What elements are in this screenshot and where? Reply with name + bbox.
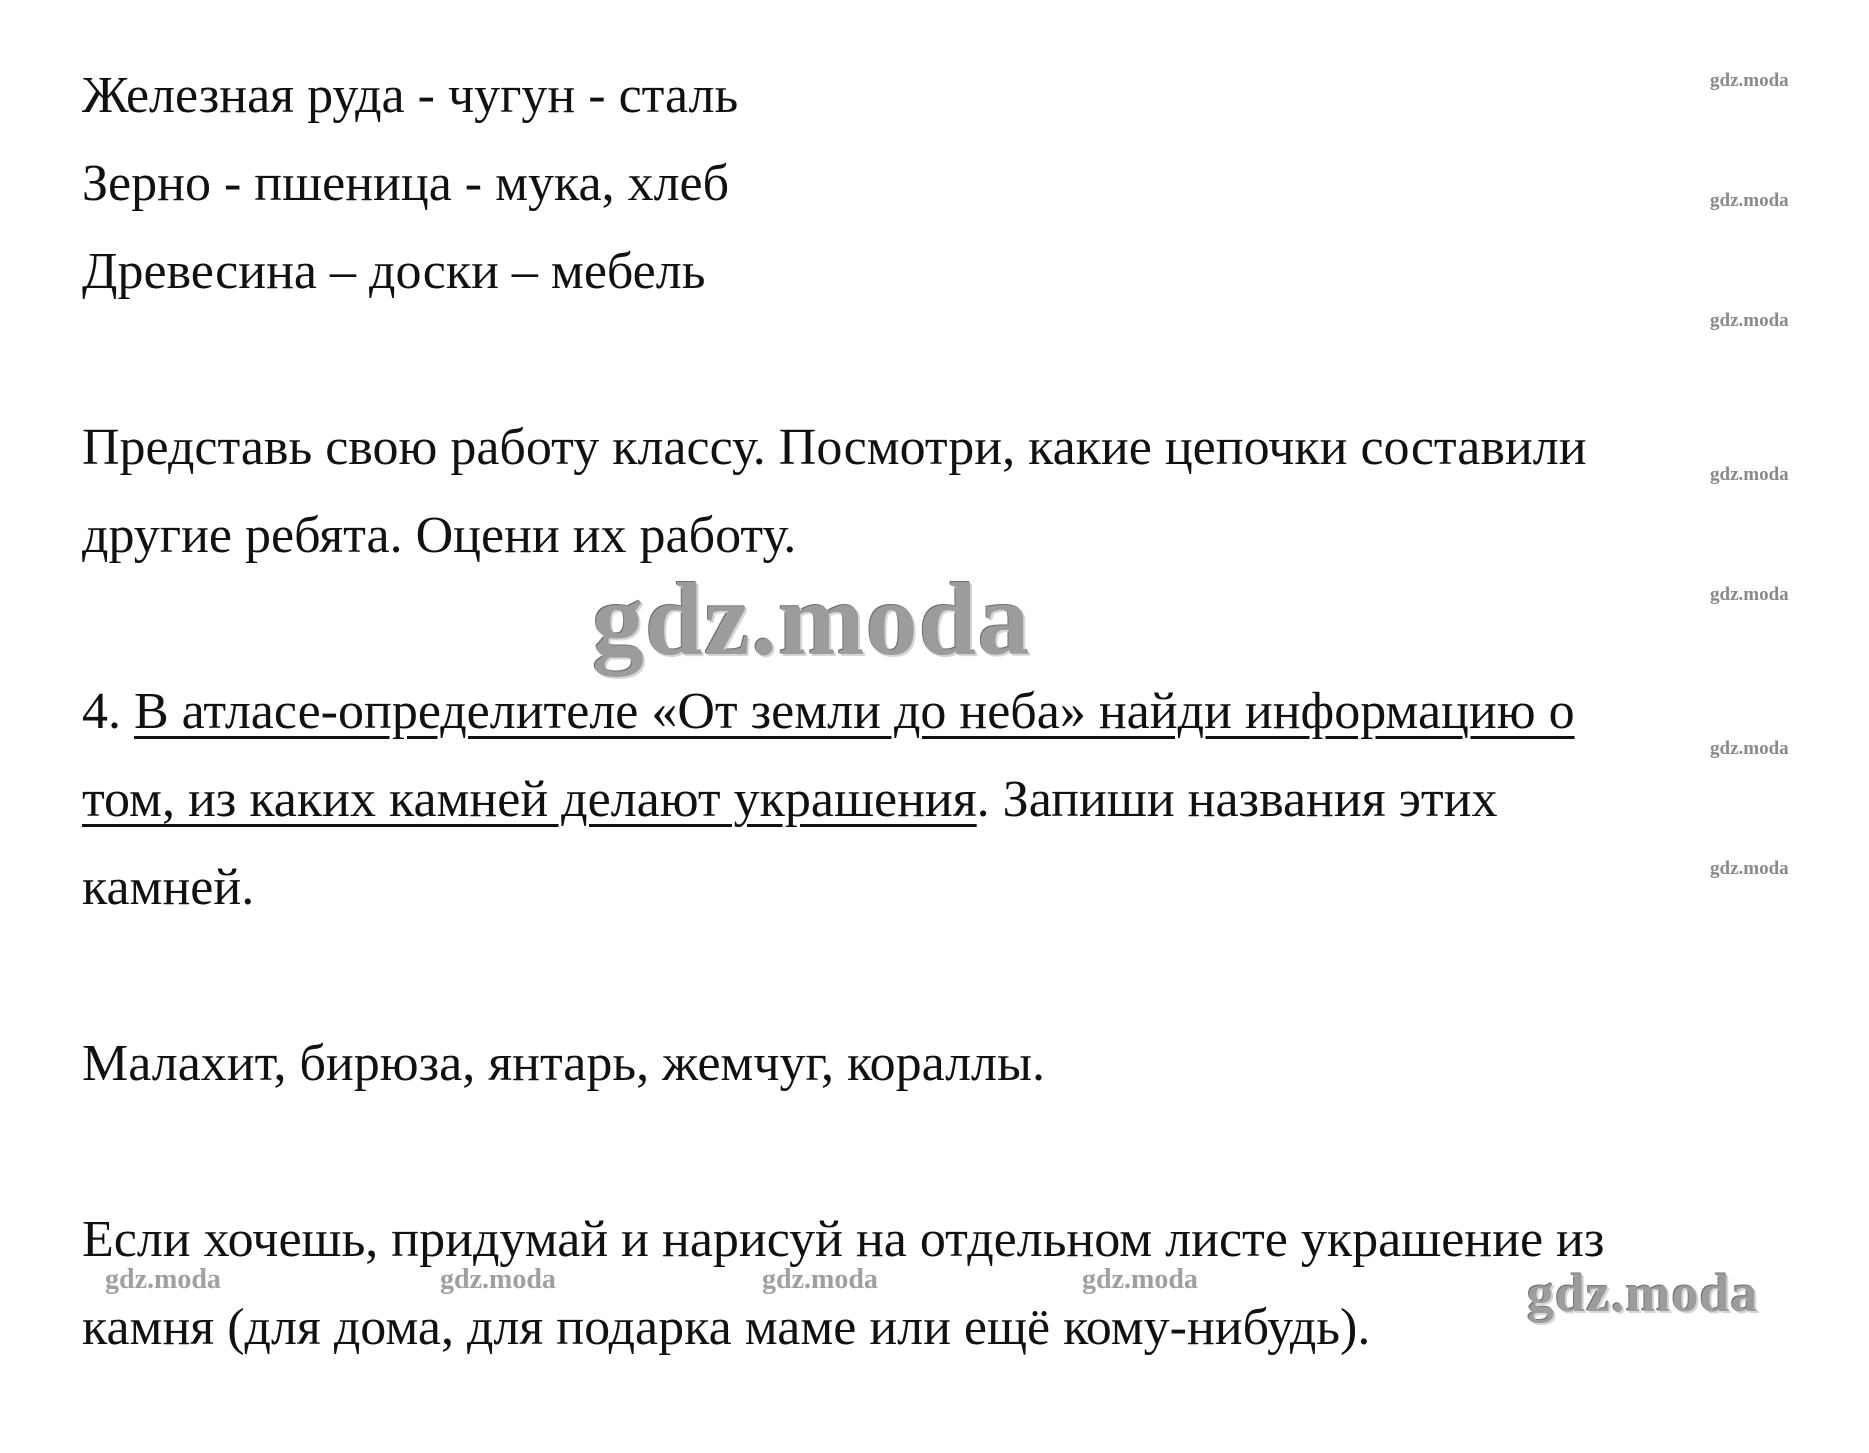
- watermark-small: gdz.moda: [1710, 464, 1789, 485]
- task4-line-2: [82, 770, 1497, 830]
- watermark-medium: gdz.moda: [1082, 1264, 1198, 1295]
- task4-underlined-text-1: В атласе-определителе «От земли до неба» найди информацию о: [134, 683, 1575, 740]
- task4-underlined-text-2: том, из каких камней делают украшения: [82, 771, 977, 828]
- answer-line: Малахит, бирюза, янтарь, жемчуг, кораллы.: [82, 1035, 1045, 1092]
- watermark-small: gdz.moda: [1710, 310, 1789, 331]
- watermark-large: gdz.moda: [1527, 1263, 1759, 1323]
- present-task-line-1: Представь свою работу классу. Посмотри, какие цепочки составили: [82, 419, 1587, 476]
- optional-task-line-1: Если хочешь, придумай и нарисуй на отдельном листе украшение из: [82, 1211, 1605, 1268]
- present-task-line-2: другие ребята. Оцени их работу.: [82, 507, 797, 564]
- watermark-medium: gdz.moda: [440, 1264, 556, 1295]
- task4-number-text: 4.: [82, 683, 134, 740]
- watermark-small: gdz.moda: [1710, 858, 1789, 879]
- watermark-medium: gdz.moda: [762, 1264, 878, 1295]
- task4-rest-text: . Запиши названия этих: [976, 771, 1498, 828]
- watermark-large: gdz.moda: [592, 562, 1031, 677]
- watermark-small: gdz.moda: [1710, 70, 1789, 91]
- watermark-small: gdz.moda: [1710, 738, 1789, 759]
- optional-task-line-2: камня (для дома, для подарка маме или ещё кому-нибудь).: [82, 1299, 1371, 1356]
- chain-line-2: Зерно - пшеница - мука, хлеб: [82, 155, 730, 212]
- task4-line-3: камней.: [82, 859, 255, 916]
- watermark-small: gdz.moda: [1710, 190, 1789, 211]
- watermark-medium: gdz.moda: [105, 1264, 221, 1295]
- task4-line-1: [82, 682, 1575, 742]
- chain-line-1: Железная руда - чугун - сталь: [82, 67, 739, 124]
- watermark-small: gdz.moda: [1710, 584, 1789, 605]
- chain-line-3: Древесина – доски – мебель: [82, 243, 706, 300]
